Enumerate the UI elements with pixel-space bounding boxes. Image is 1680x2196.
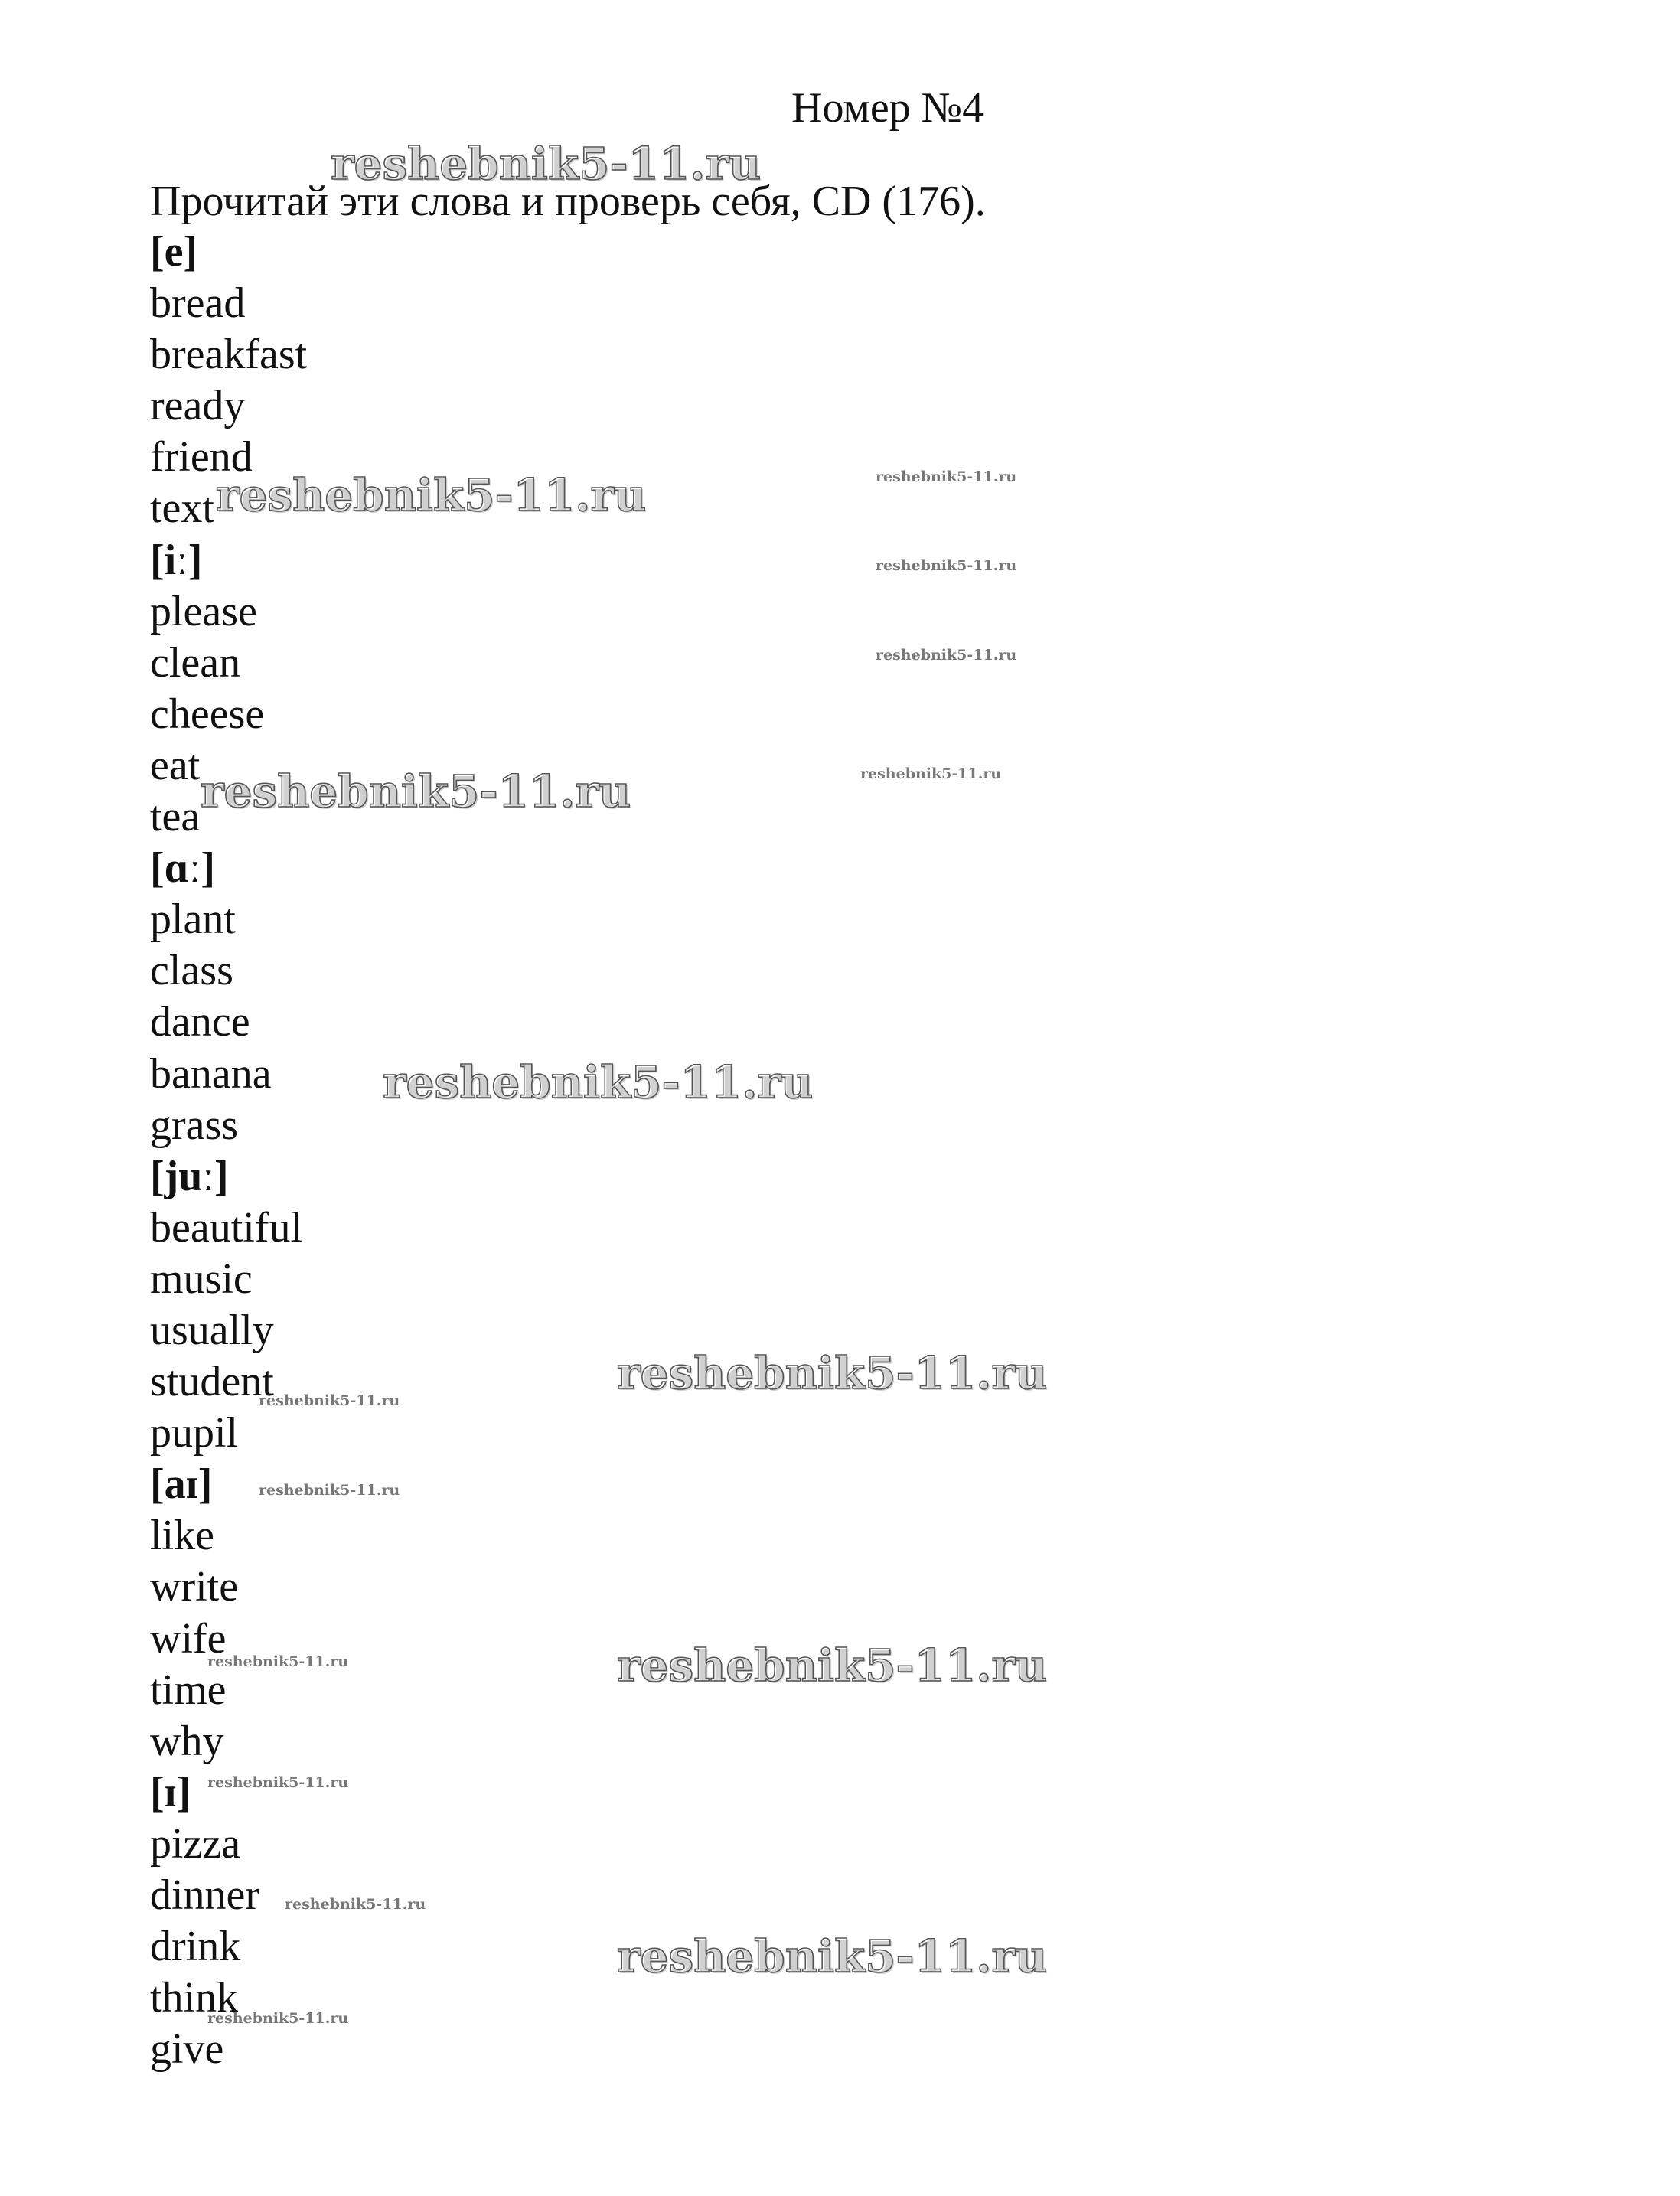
word-item: give <box>150 2025 224 2074</box>
word-item: ready <box>150 382 246 430</box>
sound-heading: [juː] <box>150 1152 229 1200</box>
word-item: clean <box>150 638 241 687</box>
word-item: please <box>150 587 257 635</box>
word-item: like <box>150 1512 214 1560</box>
watermark: reshebnik5-11.ru <box>617 1347 1048 1399</box>
word-item: usually <box>150 1306 274 1354</box>
sound-heading: [ɪ] <box>150 1768 191 1816</box>
word-item: banana <box>150 1049 272 1098</box>
instruction-text: Прочитай эти слова и проверь себя, CD (176). <box>150 178 986 225</box>
word-item: bread <box>150 279 246 328</box>
word-item: class <box>150 947 233 995</box>
watermark-small: reshebnik5-11.ru <box>876 647 1017 664</box>
word-item: breakfast <box>150 331 308 379</box>
watermark-small: reshebnik5-11.ru <box>207 1774 349 1791</box>
watermark-small: reshebnik5-11.ru <box>207 2010 349 2027</box>
word-item: pizza <box>150 1819 241 1868</box>
watermark: reshebnik5-11.ru <box>216 469 647 521</box>
word-item: drink <box>150 1923 241 1971</box>
word-item: student <box>150 1358 274 1406</box>
watermark-small: reshebnik5-11.ru <box>876 557 1017 574</box>
word-item: tea <box>150 793 201 841</box>
word-item: plant <box>150 896 236 944</box>
word-item: dinner <box>150 1871 260 1919</box>
watermark: reshebnik5-11.ru <box>617 1640 1048 1692</box>
word-item: wife <box>150 1614 227 1662</box>
word-item: cheese <box>150 690 265 738</box>
sound-heading: [iː] <box>150 536 203 584</box>
page-title: Номер №4 <box>791 84 984 132</box>
word-item: friend <box>150 433 253 481</box>
word-item: beautiful <box>150 1203 303 1251</box>
word-list <box>150 227 307 2075</box>
watermark-small: reshebnik5-11.ru <box>259 1392 400 1409</box>
watermark-small: reshebnik5-11.ru <box>860 765 1002 782</box>
word-item: eat <box>150 741 201 789</box>
sound-heading: [ɑː] <box>150 844 216 892</box>
watermark: reshebnik5-11.ru <box>383 1056 814 1108</box>
watermark-small: reshebnik5-11.ru <box>207 1653 349 1670</box>
word-item: grass <box>150 1101 239 1149</box>
word-item: text <box>150 485 214 533</box>
watermark-small: reshebnik5-11.ru <box>876 468 1017 485</box>
sound-heading: [e] <box>150 228 198 276</box>
word-item: music <box>150 1255 253 1303</box>
word-item: dance <box>150 998 250 1046</box>
watermark-small: reshebnik5-11.ru <box>285 1896 426 1913</box>
word-item: think <box>150 1974 239 2022</box>
word-item: time <box>150 1666 227 1714</box>
sound-heading: [aɪ] <box>150 1460 213 1509</box>
word-item: pupil <box>150 1409 239 1457</box>
watermark: reshebnik5-11.ru <box>617 1930 1048 1982</box>
watermark-small: reshebnik5-11.ru <box>259 1482 400 1499</box>
watermark: reshebnik5-11.ru <box>201 765 631 817</box>
watermark: reshebnik5-11.ru <box>331 138 762 190</box>
word-item: write <box>150 1563 239 1611</box>
word-item: why <box>150 1717 224 1765</box>
